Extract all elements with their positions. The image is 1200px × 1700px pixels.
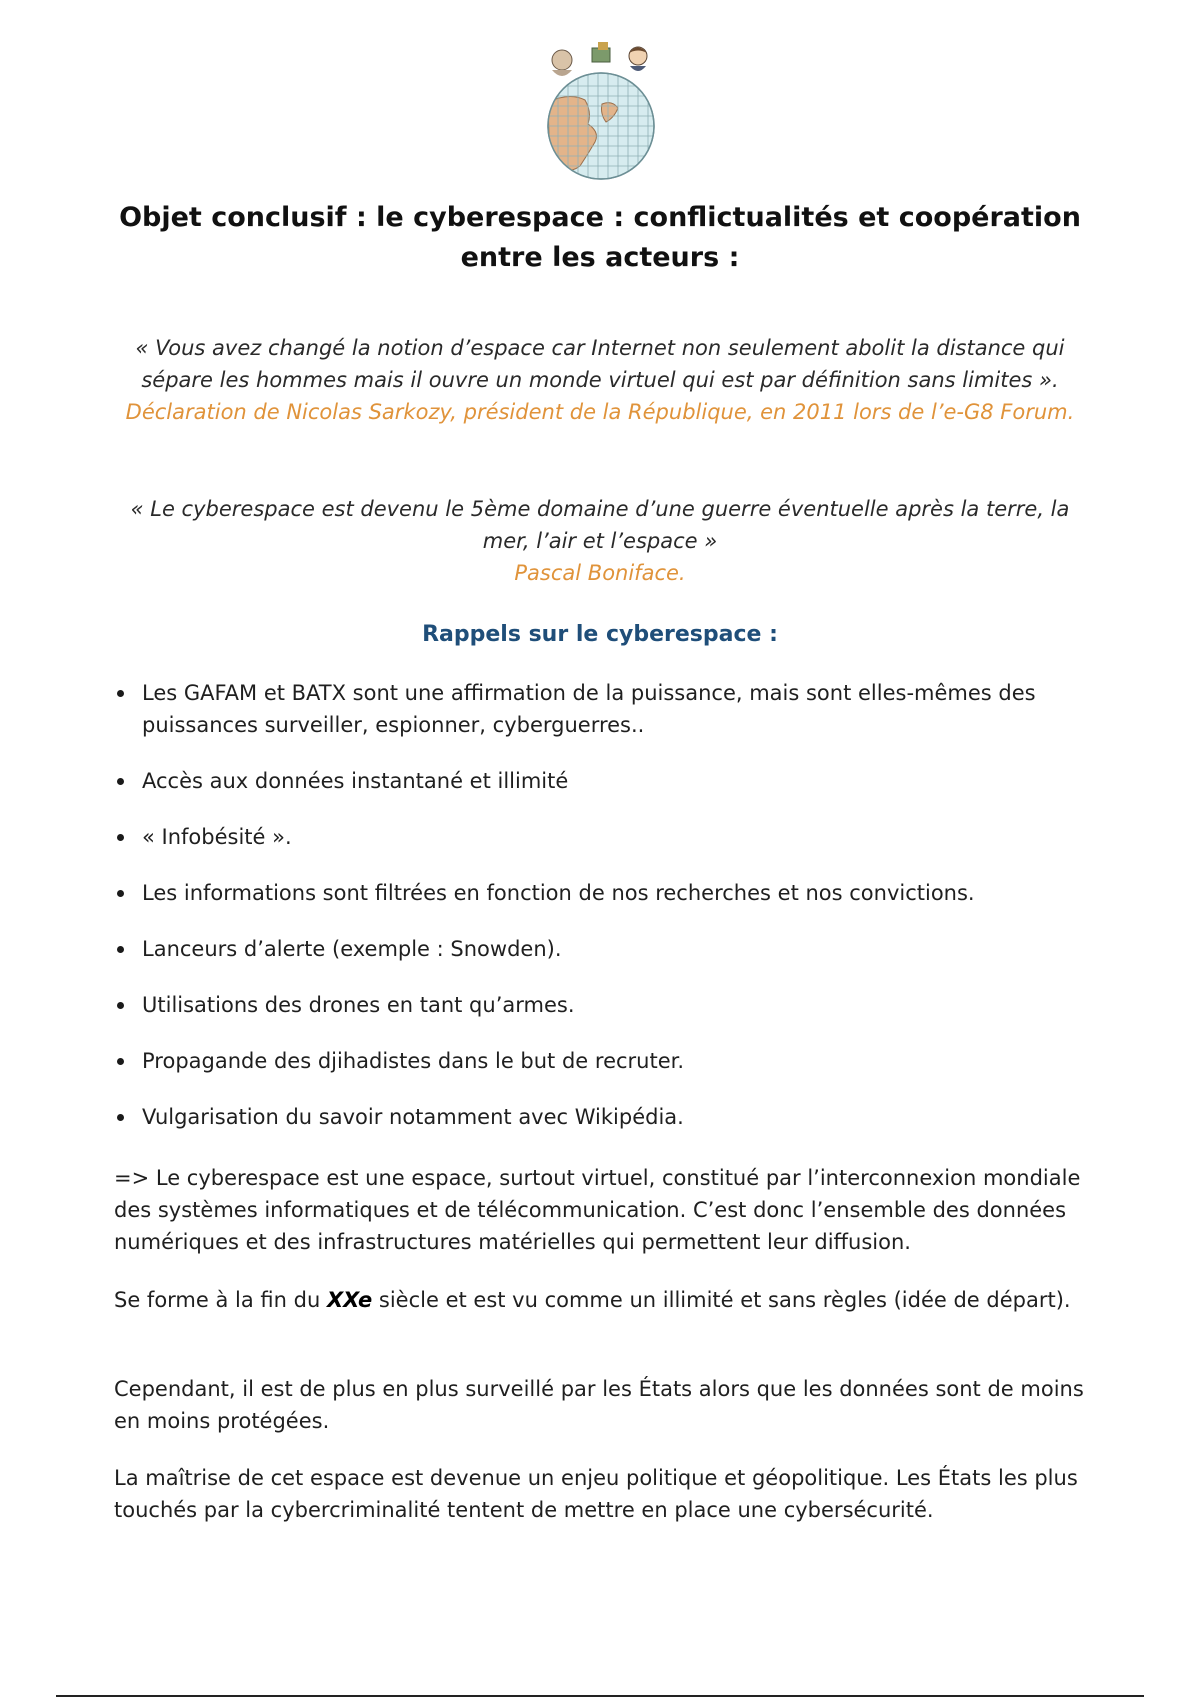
divider [56, 1695, 1144, 1697]
page-title: Objet conclusif : le cyberespace : conflictualités et coopération entre les acteurs : [119, 202, 1081, 273]
paragraph-geopolitics: La maîtrise de cet espace est devenue un enjeu politique et géopolitique. Les États les plus touchés par la cybercriminalité tentent de mettre en place une cybersécurité. [114, 1466, 1078, 1522]
globe-illustration [540, 42, 662, 182]
list-item: Utilisations des drones en tant qu’armes. [112, 989, 1092, 1021]
quote-source: Pascal Boniface. [514, 561, 686, 585]
quote-boniface [110, 493, 1090, 589]
list-item: Propagande des djihadistes dans le but de recruter. [112, 1045, 1092, 1077]
list-item: Les GAFAM et BATX sont une affirmation de la puissance, mais sont elles-mêmes des puissances surveiller, espionner, cyberguerres.. [112, 677, 1092, 741]
quote-source: Déclaration de Nicolas Sarkozy, président de la République, en 2011 lors de l’e-G8 Forum. [125, 400, 1075, 424]
list-item: Vulgarisation du savoir notamment avec Wikipédia. [112, 1101, 1092, 1133]
paragraph-definition: => Le cyberespace est une espace, surtout virtuel, constitué par l’interconnexion mondiale des systèmes informatiques et de télécommunication. C’est donc l’ensemble des données numériques et des infrastructures matérielles qui permettent leur diffusion. [114, 1166, 1081, 1254]
list-item: Accès aux données instantané et illimité [112, 765, 1092, 797]
list-item: Les informations sont filtrées en fonction de nos recherches et nos convictions. [112, 877, 1092, 909]
quote-text: « Vous avez changé la notion d’espace car Internet non seulement abolit la distance qui sépare les hommes mais il ouvre un monde virtuel qui est par définition sans limites ». [135, 336, 1065, 392]
century-emphasis: XXe [326, 1288, 373, 1312]
paragraph-surveillance: Cependant, il est de plus en plus surveillé par les États alors que les données sont de moins en moins protégées. [114, 1377, 1084, 1433]
section-subtitle: Rappels sur le cyberespace : [422, 622, 778, 647]
paragraph-text: Se forme à la fin du [114, 1288, 327, 1312]
list-item: « Infobésité ». [112, 821, 1092, 853]
globe-icon [540, 42, 662, 182]
paragraph-origin [114, 1284, 1094, 1316]
list-item: Lanceurs d’alerte (exemple : Snowden). [112, 933, 1092, 965]
bullet-list [112, 677, 1092, 1157]
quote-text: « Le cyberespace est devenu le 5ème domaine d’une guerre éventuelle après la terre, la mer, l’air et l’espace » [130, 497, 1070, 553]
paragraph-text: siècle et est vu comme un illimité et sans règles (idée de départ). [372, 1288, 1071, 1312]
quote-sarkozy [110, 332, 1090, 428]
